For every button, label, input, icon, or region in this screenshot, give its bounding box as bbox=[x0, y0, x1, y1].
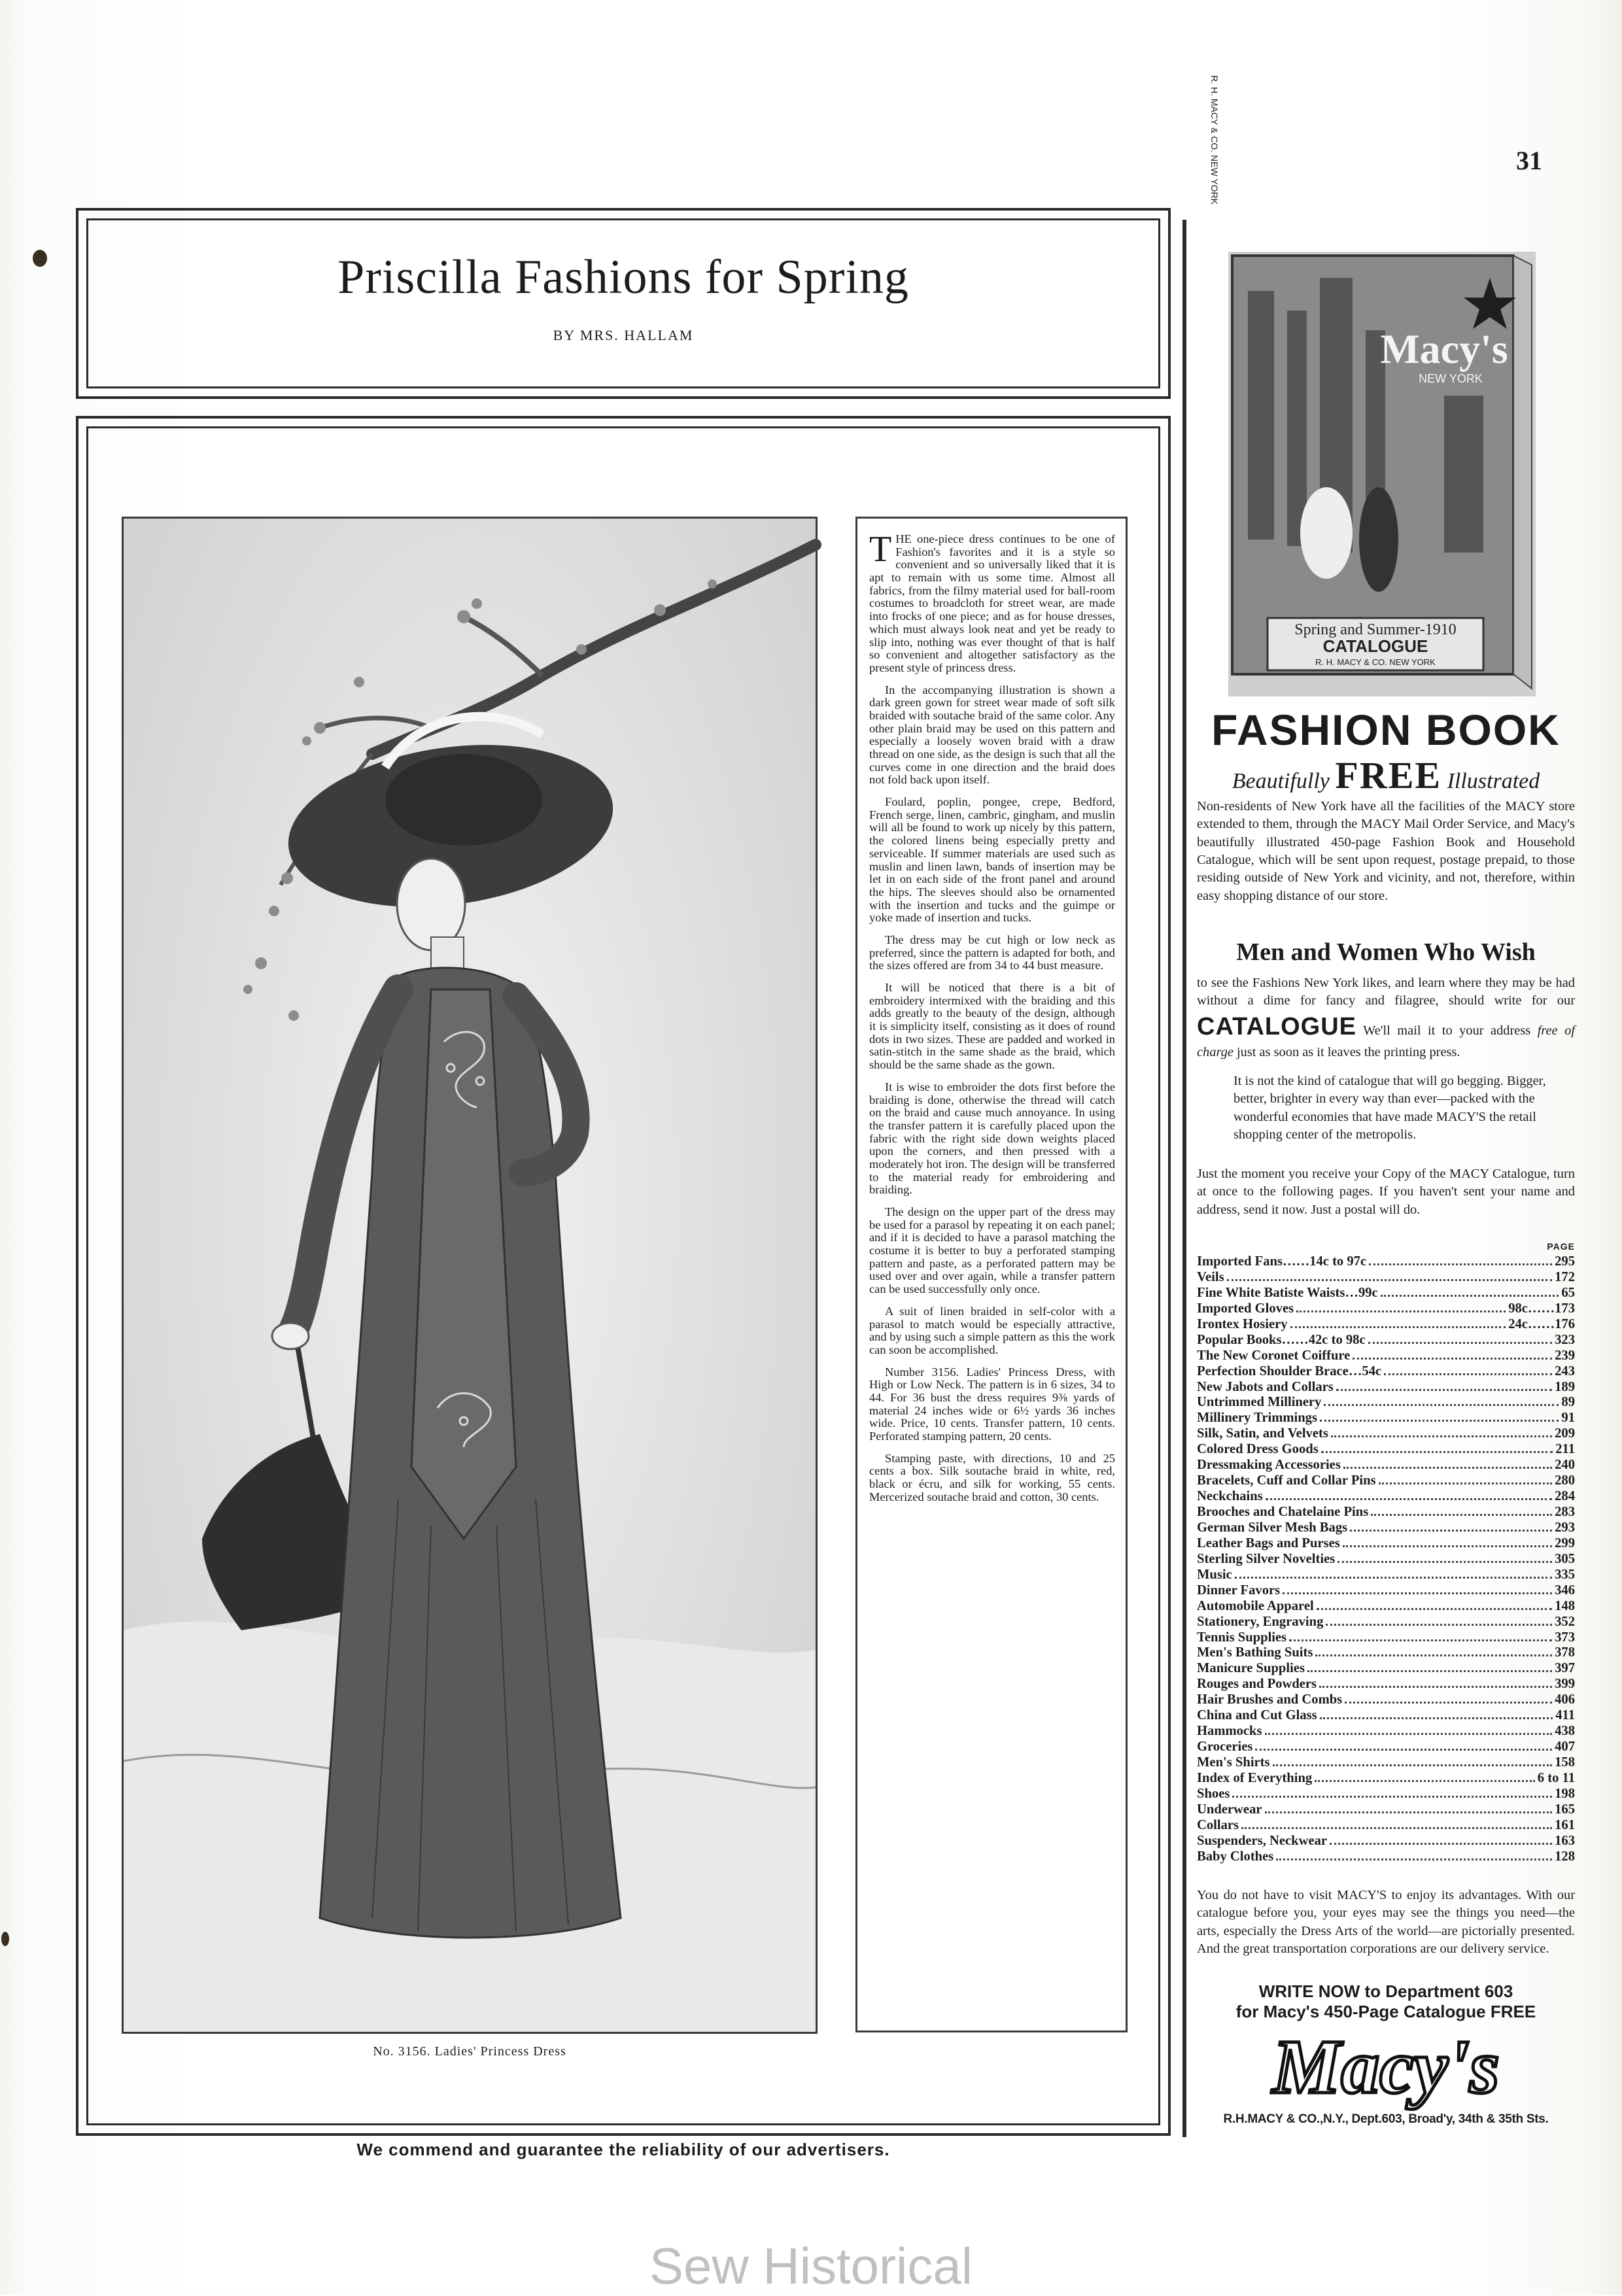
ad-paragraph-2: to see the Fashions New York likes, and learn where they may be had without a dime for fancy and filagree, should write for our CATALOGUE We'll mail it to your address free of charge just as soon as it leaves the printing press. bbox=[1197, 976, 1575, 1059]
catalogue-word: CATALOGUE bbox=[1197, 1012, 1357, 1040]
ad-intro: Non-residents of New York have all the facilities of the MACY store extended to them, through the MACY Mail Order Service, and Macy's beautifully illustrated 450-page Fashion Book and Household Catalogue, which will be sent upon request, postage prepaid, to those residing outside of New York and vicinity, and not, therefore, within easy shopping distance of our store. bbox=[1197, 799, 1575, 903]
dot-leader bbox=[1266, 1498, 1552, 1500]
catalogue-index-row bbox=[1197, 1364, 1575, 1380]
macys-address: R.H.MACY & CO.,N.Y., Dept.603, Broad'y, 34th & 35th Sts. bbox=[1223, 2112, 1549, 2126]
ad-heading-men-women: Men and Women Who Wish bbox=[1236, 938, 1536, 966]
catalogue-index-row bbox=[1197, 1552, 1575, 1568]
catalogue-index-row bbox=[1197, 1473, 1575, 1489]
dot-leader bbox=[1319, 1686, 1552, 1688]
index-item-name: Suspenders, Neckwear bbox=[1197, 1833, 1328, 1848]
dot-leader bbox=[1326, 1624, 1552, 1626]
catalogue-index-row bbox=[1197, 1692, 1575, 1708]
catalogue-index-row bbox=[1197, 1395, 1575, 1411]
catalogue-index-row bbox=[1197, 1583, 1575, 1599]
index-item-page: 6 to 11 bbox=[1537, 1770, 1575, 1785]
dot-leader bbox=[1235, 1577, 1552, 1579]
index-item-name: Baby Clothes bbox=[1197, 1849, 1274, 1864]
index-item-name: Tennis Supplies bbox=[1197, 1630, 1287, 1645]
dot-leader bbox=[1241, 1827, 1552, 1829]
subtitle-right: Illustrated bbox=[1447, 769, 1540, 793]
article-header-box bbox=[76, 208, 1171, 399]
catalogue-index-row bbox=[1197, 1787, 1575, 1802]
index-item-name: New Jabots and Collars bbox=[1197, 1379, 1334, 1394]
index-item-page: 172 bbox=[1555, 1269, 1575, 1284]
index-item-page: 373 bbox=[1555, 1630, 1575, 1645]
index-item-name: Men's Bathing Suits bbox=[1197, 1645, 1313, 1660]
catalogue-index-row bbox=[1197, 1834, 1575, 1849]
ad-paragraph-5: You do not have to visit MACY'S to enjoy its advantages. With our catalogue before you, your eyes may see the things you need—the arts, especially the Dress Arts of the world—are pictorially presented. And the great transportation corporations are our delivery service. bbox=[1197, 1888, 1575, 1957]
index-item-name: Collars bbox=[1197, 1817, 1239, 1832]
index-item-name: Fine White Batiste Waists…99c bbox=[1197, 1285, 1378, 1300]
dot-leader bbox=[1283, 1592, 1552, 1594]
article-paragraph: It will be noticed that there is a bit of embroidery intermixed with the braiding and this adds greatly to the beauty of the design, although it is simplicity itself, consisting as it does of round dots in two sizes. These are padded and worked in satin-stitch in the same shade as the braid, which should be the same shade as the gown. bbox=[869, 981, 1115, 1072]
article-paragraph: The design on the upper part of the dress may be used for a parasol by repeating it on each panel; and if it is decided to have a parasol matching the costume it is better to buy a perforated stamping pattern and paste, as a perforated pattern may be used over and over again, while a transfer pattern can be used successfully only once. bbox=[869, 1205, 1115, 1296]
catalogue-index-row bbox=[1197, 1505, 1575, 1520]
illustration-caption: No. 3156. Ladies' Princess Dress bbox=[373, 2044, 566, 2059]
catalogue-index-row bbox=[1197, 1270, 1575, 1286]
dot-leader bbox=[1290, 1326, 1506, 1328]
article-paragraph: The dress may be cut high or low neck as preferred, since the pattern is adapted for both, and the sizes offered are from 34 to 44 bust measure. bbox=[869, 933, 1115, 972]
index-item-name: Untrimmed Millinery bbox=[1197, 1395, 1322, 1410]
catalogue-index-row bbox=[1197, 1771, 1575, 1787]
index-item-page: 209 bbox=[1555, 1426, 1575, 1441]
index-item-name: Veils bbox=[1197, 1269, 1224, 1284]
dot-leader bbox=[1227, 1279, 1553, 1281]
catalogue-spine: R. H. MACY & CO. NEW YORK bbox=[1209, 75, 1220, 205]
index-item-name: Imported Fans……14c to 97c bbox=[1197, 1254, 1367, 1269]
catalogue-line3: R. H. MACY & CO. NEW YORK bbox=[1315, 657, 1436, 667]
catalogue-index-row bbox=[1197, 1442, 1575, 1458]
dot-leader bbox=[1331, 1435, 1552, 1437]
catalogue-index-row bbox=[1197, 1615, 1575, 1630]
index-item-name: Underwear bbox=[1197, 1802, 1262, 1817]
index-item-page: 305 bbox=[1555, 1551, 1575, 1566]
catalogue-index-row bbox=[1197, 1724, 1575, 1739]
fashion-book-title: FASHION BOOK bbox=[1211, 706, 1561, 754]
macys-logo bbox=[1197, 2024, 1575, 2110]
catalogue-index-row bbox=[1197, 1536, 1575, 1552]
subtitle-free: FREE bbox=[1335, 754, 1442, 797]
index-item-name: Silk, Satin, and Velvets bbox=[1197, 1426, 1328, 1441]
catalogue-index-row bbox=[1197, 1599, 1575, 1615]
dot-leader bbox=[1345, 1702, 1552, 1704]
index-item-page: 407 bbox=[1555, 1739, 1575, 1755]
catalogue-index-row bbox=[1197, 1380, 1575, 1396]
catalogue-index-row bbox=[1197, 1348, 1575, 1364]
index-item-page: 283 bbox=[1555, 1505, 1575, 1519]
index-item-name: The New Coronet Coiffure bbox=[1197, 1348, 1351, 1363]
index-item-name: Sterling Silver Novelties bbox=[1197, 1551, 1336, 1566]
dot-leader bbox=[1321, 1451, 1553, 1453]
index-item-page: 24c……176 bbox=[1508, 1316, 1575, 1331]
dot-leader bbox=[1255, 1749, 1552, 1751]
article-paragraph-1: THE one-piece dress continues to be one of Fashion's favorites and it is a style so convenient and so universally liked that it is apt to remain with us some time. Almost all fabrics, from the filmy material used for ball-room costumes to broadcloth for street wear, are made into frocks of one piece; and as for house dresses, which must always look neat and yet be ready to slip into, nothing was ever thought of that is half so convenient and altogether satisfactory as the present style of princess dress. bbox=[869, 529, 1115, 674]
catalogue-index-row bbox=[1197, 1739, 1575, 1755]
catalogue-index-row bbox=[1197, 1568, 1575, 1583]
dot-leader bbox=[1265, 1811, 1553, 1813]
index-item-name: Manicure Supplies bbox=[1197, 1661, 1305, 1676]
index-item-page: 284 bbox=[1555, 1489, 1575, 1504]
dot-leader bbox=[1330, 1843, 1552, 1845]
index-item-page: 352 bbox=[1555, 1614, 1575, 1629]
article-title: Priscilla Fashions for Spring bbox=[337, 250, 909, 304]
dot-leader bbox=[1317, 1608, 1552, 1610]
ad-call-to-action bbox=[1197, 1981, 1575, 2022]
drop-cap: T bbox=[869, 529, 892, 570]
article-paragraph: Foulard, poplin, pongee, crepe, Bedford, French serge, linen, cambric, gingham, and muslin will all be found to work up nicely by this pattern, the colored linens being especially pretty and serviceable. If summer materials are used such as muslin and linen lawn, bands of insertion may be let in on each side of the front panel and around the hips. The sleeves should also be ornamented with the insertion and tucks and the guimpe or yoke made of insertion and tucks. bbox=[869, 795, 1115, 925]
index-item-page: 89 bbox=[1561, 1395, 1575, 1410]
macys-logo-text: Macy's bbox=[1272, 2024, 1500, 2110]
dot-leader bbox=[1276, 1859, 1552, 1860]
index-item-page: 397 bbox=[1555, 1661, 1575, 1676]
catalogue-index-row bbox=[1197, 1286, 1575, 1301]
index-item-name: Shoes bbox=[1197, 1786, 1230, 1801]
dot-leader bbox=[1368, 1342, 1552, 1344]
index-item-page: 198 bbox=[1555, 1786, 1575, 1801]
index-item-page: 65 bbox=[1561, 1285, 1575, 1300]
index-item-name: Stationery, Engraving bbox=[1197, 1614, 1324, 1629]
index-item-page: 148 bbox=[1555, 1598, 1575, 1613]
binding-hole-top bbox=[33, 250, 47, 267]
watermark: Sew Historical bbox=[649, 2237, 973, 2295]
dot-leader bbox=[1343, 1545, 1552, 1547]
index-item-name: China and Cut Glass bbox=[1197, 1708, 1317, 1723]
index-item-name: Hair Brushes and Combs bbox=[1197, 1692, 1343, 1707]
index-item-name: Groceries bbox=[1197, 1739, 1253, 1755]
catalogue-index-row bbox=[1197, 1317, 1575, 1333]
catalogue-index-row bbox=[1197, 1818, 1575, 1834]
index-item-page: 189 bbox=[1555, 1379, 1575, 1394]
cta-line-2: for Macy's 450-Page Catalogue FREE bbox=[1235, 2002, 1536, 2022]
catalogue-line1: Spring and Summer-1910 bbox=[1294, 621, 1457, 638]
index-item-page: 163 bbox=[1555, 1833, 1575, 1848]
dot-leader bbox=[1369, 1263, 1552, 1265]
index-item-page: 295 bbox=[1555, 1254, 1575, 1269]
index-item-name: Neckchains bbox=[1197, 1489, 1263, 1504]
index-item-page: 323 bbox=[1555, 1332, 1575, 1347]
dot-leader bbox=[1371, 1514, 1552, 1516]
dot-leader bbox=[1353, 1358, 1552, 1360]
subtitle-left: Beautifully bbox=[1232, 769, 1330, 793]
index-item-name: Dinner Favors bbox=[1197, 1583, 1281, 1598]
article-paragraph: A suit of linen braided in self-color with a parasol to match would be especially attractive, and by using such a simple pattern as this the work can soon be accomplished. bbox=[869, 1304, 1115, 1356]
dot-leader bbox=[1315, 1780, 1535, 1782]
page-number: 31 bbox=[1516, 146, 1542, 175]
catalogue-city: NEW YORK bbox=[1419, 372, 1483, 385]
index-item-page: 211 bbox=[1555, 1442, 1575, 1457]
dot-leader bbox=[1381, 1295, 1559, 1297]
dot-leader bbox=[1289, 1639, 1552, 1641]
index-item-name: Popular Books……42c to 98c bbox=[1197, 1332, 1366, 1347]
catalogue-index-row bbox=[1197, 1677, 1575, 1692]
index-item-name: Music bbox=[1197, 1567, 1232, 1582]
binding-hole-bottom bbox=[1, 1932, 9, 1946]
ad-paragraph-4: Just the moment you receive your Copy of the MACY Catalogue, turn at once to the following pages. If you haven't sent your name and address, send it now. Just a postal will do. bbox=[1197, 1167, 1575, 1217]
index-item-name: Bracelets, Cuff and Collar Pins bbox=[1197, 1473, 1376, 1488]
column-rule bbox=[1182, 220, 1186, 2137]
index-item-page: 243 bbox=[1555, 1363, 1575, 1379]
catalogue-index-row bbox=[1197, 1301, 1575, 1317]
catalogue-index-row bbox=[1197, 1708, 1575, 1724]
index-item-page: 128 bbox=[1555, 1849, 1575, 1864]
dot-leader bbox=[1350, 1530, 1552, 1532]
catalogue-index-row bbox=[1197, 1458, 1575, 1473]
catalogue-index-row bbox=[1197, 1630, 1575, 1646]
index-item-name: Hammocks bbox=[1197, 1724, 1262, 1739]
dot-leader bbox=[1337, 1561, 1552, 1563]
dot-leader bbox=[1320, 1717, 1553, 1719]
princess-dress-drawing bbox=[124, 519, 816, 2032]
index-item-page: 280 bbox=[1555, 1473, 1575, 1488]
index-item-name: Dressmaking Accessories bbox=[1197, 1458, 1341, 1473]
article-paragraph: In the accompanying illustration is shown a dark green gown for street wear made of soft silk braided with soutache braid of the same color. Any other plain braid may be used on this pattern and especially a loosely woven braid with a draw thread on one side, as the design is such that all the curves come in one direction and the braid does not fold back upon itself. bbox=[869, 683, 1115, 787]
dot-leader bbox=[1273, 1764, 1553, 1766]
index-item-page: 293 bbox=[1555, 1520, 1575, 1535]
catalogue-index-row bbox=[1197, 1333, 1575, 1348]
index-item-name: Rouges and Powders bbox=[1197, 1677, 1317, 1692]
index-item-page: 161 bbox=[1555, 1817, 1575, 1832]
article-paragraph: Stamping paste, with directions, 10 and 25 cents a box. Silk soutache braid in white, red, black or écru, and silk for working, 55 cents. Mercerized soutache braid and cotton, 30 cents. bbox=[869, 1451, 1115, 1503]
page-column-label: PAGE bbox=[1547, 1241, 1575, 1252]
index-item-name: Brooches and Chatelaine Pins bbox=[1197, 1505, 1369, 1519]
index-item-name: Men's Shirts bbox=[1197, 1755, 1270, 1770]
index-item-name: German Silver Mesh Bags bbox=[1197, 1520, 1348, 1535]
fashion-illustration bbox=[122, 517, 818, 2034]
catalogue-page-index bbox=[1197, 1254, 1575, 1865]
index-item-page: 378 bbox=[1555, 1645, 1575, 1660]
catalogue-index-row bbox=[1197, 1802, 1575, 1818]
dot-leader bbox=[1379, 1482, 1552, 1484]
index-item-name: Leather Bags and Purses bbox=[1197, 1535, 1340, 1551]
index-item-name: Index of Everything bbox=[1197, 1770, 1313, 1785]
catalogue-index-row bbox=[1197, 1489, 1575, 1505]
index-item-page: 91 bbox=[1561, 1411, 1575, 1426]
index-item-page: 240 bbox=[1555, 1458, 1575, 1473]
index-item-name: Imported Gloves bbox=[1197, 1301, 1294, 1316]
index-item-page: 438 bbox=[1555, 1724, 1575, 1739]
fashion-book-subtitle bbox=[1197, 753, 1575, 797]
catalogue-index-row bbox=[1197, 1755, 1575, 1771]
article-paragraph: Number 3156. Ladies' Princess Dress, with High or Low Neck. The pattern is in 6 sizes, 34 to 44. For 36 bust the dress requires 9⅜ yards of material 24 inches wide or 6½ yards 36 inches wide. Price, 10 cents. Transfer pattern, 10 cents. Perforated stamping pattern, 20 cents. bbox=[869, 1365, 1115, 1443]
dot-leader bbox=[1336, 1389, 1552, 1391]
catalogue-index-row bbox=[1197, 1849, 1575, 1865]
index-item-page: 335 bbox=[1555, 1567, 1575, 1582]
dot-leader bbox=[1265, 1733, 1553, 1735]
index-item-name: Colored Dress Goods bbox=[1197, 1442, 1319, 1457]
dot-leader bbox=[1320, 1420, 1559, 1422]
catalogue-index-row bbox=[1197, 1254, 1575, 1270]
dot-leader bbox=[1324, 1404, 1559, 1406]
cta-line-1: WRITE NOW to Department 603 bbox=[1258, 1981, 1513, 2001]
catalogue-index-row bbox=[1197, 1645, 1575, 1661]
index-item-page: 399 bbox=[1555, 1677, 1575, 1692]
index-item-name: Automobile Apparel bbox=[1197, 1598, 1314, 1613]
dot-leader bbox=[1307, 1670, 1552, 1672]
catalogue-index-row bbox=[1197, 1426, 1575, 1442]
ad-paragraph-3: It is not the kind of catalogue that will go begging. Bigger, better, brighter in every way than ever—packed with the wonderful economies that have made MACY'S the retail shopping center of the metropolis. bbox=[1234, 1074, 1546, 1142]
index-item-page: 406 bbox=[1555, 1692, 1575, 1707]
dot-leader bbox=[1296, 1311, 1506, 1312]
catalogue-index-row bbox=[1197, 1520, 1575, 1536]
advertiser-guarantee: We commend and guarantee the reliability of our advertisers. bbox=[356, 2140, 890, 2159]
index-item-page: 411 bbox=[1555, 1708, 1575, 1723]
dot-leader bbox=[1232, 1796, 1552, 1798]
catalogue-brand: Macy's bbox=[1380, 326, 1508, 372]
index-item-page: 98c……173 bbox=[1508, 1301, 1575, 1316]
index-item-name: Irontex Hosiery bbox=[1197, 1316, 1288, 1331]
catalogue-index-row bbox=[1197, 1411, 1575, 1426]
article-text-column bbox=[855, 517, 1128, 2032]
index-item-page: 165 bbox=[1555, 1802, 1575, 1817]
catalogue-line2: CATALOGUE bbox=[1322, 636, 1428, 656]
index-item-name: Millinery Trimmings bbox=[1197, 1411, 1317, 1426]
dot-leader bbox=[1384, 1373, 1552, 1375]
index-item-name: Perfection Shoulder Brace…54c bbox=[1197, 1363, 1382, 1379]
index-item-page: 346 bbox=[1555, 1583, 1575, 1598]
index-item-page: 239 bbox=[1555, 1348, 1575, 1363]
dot-leader bbox=[1343, 1467, 1552, 1469]
index-item-page: 158 bbox=[1555, 1755, 1575, 1770]
article-byline: BY MRS. HALLAM bbox=[553, 327, 694, 343]
catalogue-index-row bbox=[1197, 1661, 1575, 1677]
index-item-page: 299 bbox=[1555, 1535, 1575, 1551]
dot-leader bbox=[1315, 1654, 1552, 1656]
article-paragraph: It is wise to embroider the dots first before the braiding is done, otherwise the thread will catch on the braid and cause much annoyance. In using the transfer pattern it is carefully placed upon the fabric with the right side down weights placed upon the corners, and then pressed with a moderately hot iron. The design will be transferred to the material ready for embroidering and braiding. bbox=[869, 1080, 1115, 1197]
